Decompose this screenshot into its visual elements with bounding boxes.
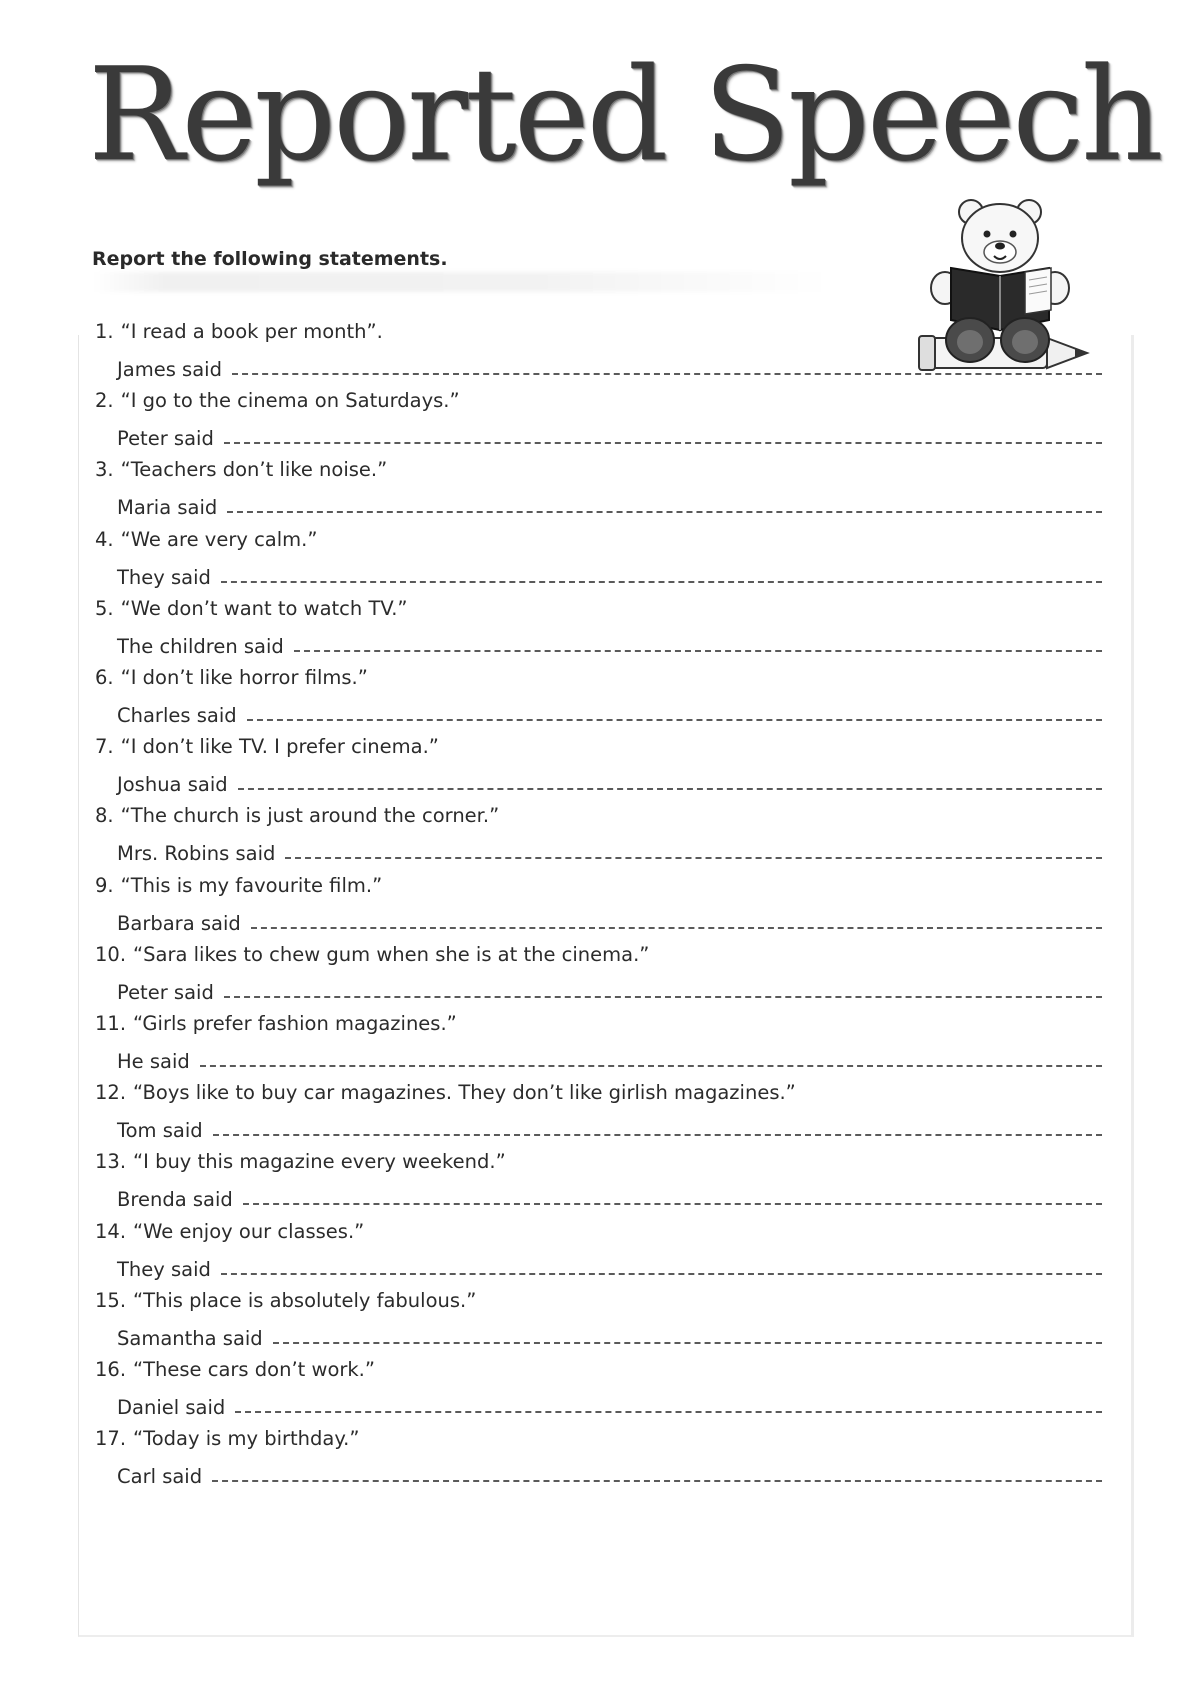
answer-row (117, 634, 1110, 660)
speaker-label: Maria said (117, 496, 218, 520)
quoted-statement (95, 873, 1110, 899)
answer-blank-line[interactable] (212, 1480, 1102, 1482)
speaker-label: Carl said (117, 1465, 203, 1489)
answer-blank-line[interactable] (285, 857, 1102, 859)
item-number: 17. (95, 1427, 127, 1451)
answer-row (117, 1326, 1110, 1352)
speaker-label: The children said (117, 634, 284, 658)
answer-row (117, 495, 1110, 521)
speaker-label: Peter said (117, 427, 214, 451)
item-number: 3. (95, 458, 114, 482)
quoted-statement (95, 527, 1110, 553)
quoted-statement (95, 1426, 1110, 1452)
speaker-label: Joshua said (117, 773, 228, 797)
quoted-statement (95, 319, 1110, 345)
item-number: 12. (95, 1081, 127, 1105)
answer-blank-line[interactable] (227, 511, 1102, 513)
speaker-label: Tom said (117, 1119, 203, 1143)
item-number: 1. (95, 320, 114, 343)
quoted-statement (95, 596, 1110, 622)
item-number: 16. (95, 1358, 127, 1381)
answer-blank-line[interactable] (294, 650, 1102, 652)
item-number: 2. (95, 389, 114, 413)
answer-row (117, 1049, 1110, 1075)
answer-row (117, 911, 1110, 937)
item-number: 6. (95, 666, 114, 689)
exercise-item (95, 665, 1110, 729)
exercise-item (95, 1288, 1110, 1352)
quote-text: “The church is just around the corner.” (120, 804, 500, 828)
answer-row (117, 703, 1110, 729)
item-number: 15. (95, 1288, 127, 1312)
answer-blank-line[interactable] (213, 1134, 1102, 1136)
answer-row (117, 426, 1110, 452)
speaker-label: Barbara said (117, 911, 241, 935)
item-number: 9. (95, 873, 114, 897)
item-number: 8. (95, 804, 114, 828)
exercise-item (95, 1426, 1110, 1490)
exercise-item (95, 1080, 1110, 1144)
answer-blank-line[interactable] (251, 927, 1102, 929)
answer-blank-line[interactable] (247, 719, 1102, 721)
quote-text: “I go to the cinema on Saturdays.” (120, 389, 460, 413)
exercise-item (95, 1011, 1110, 1075)
exercise-item (95, 734, 1110, 798)
exercise-item (95, 388, 1110, 452)
quote-text: “This is my favourite film.” (120, 873, 383, 897)
quote-text: “Teachers don’t like noise.” (120, 458, 388, 482)
quoted-statement (95, 803, 1110, 829)
scan-smudge (92, 272, 832, 292)
item-number: 7. (95, 735, 114, 759)
exercise-item (95, 803, 1110, 867)
quoted-statement (95, 1219, 1110, 1245)
answer-row (117, 1257, 1110, 1283)
exercise-item (95, 942, 1110, 1006)
exercise-item (95, 873, 1110, 937)
quoted-statement (95, 942, 1110, 968)
item-number: 4. (95, 527, 114, 551)
quote-text: “Girls prefer fashion magazines.” (133, 1012, 457, 1035)
quoted-statement (95, 388, 1110, 414)
answer-blank-line[interactable] (235, 1411, 1102, 1413)
speaker-label: They said (117, 1257, 211, 1281)
item-number: 5. (95, 596, 114, 620)
answer-blank-line[interactable] (224, 442, 1102, 444)
speaker-label: Daniel said (117, 1396, 226, 1419)
exercise-item (95, 527, 1110, 591)
speaker-label: He said (117, 1050, 190, 1073)
speaker-label: James said (117, 358, 222, 381)
answer-blank-line[interactable] (224, 996, 1102, 998)
quote-text: “This place is absolutely fabulous.” (133, 1288, 477, 1312)
quoted-statement (95, 1288, 1110, 1314)
exercise-item (95, 1357, 1110, 1421)
answer-row (117, 772, 1110, 798)
quoted-statement (95, 1357, 1110, 1383)
answer-row (117, 1118, 1110, 1144)
speaker-label: They said (117, 565, 211, 589)
quoted-statement (95, 1011, 1110, 1037)
answer-blank-line[interactable] (221, 1273, 1102, 1275)
quoted-statement (95, 1080, 1110, 1106)
quote-text: “We are very calm.” (120, 527, 318, 551)
speaker-label: Brenda said (117, 1188, 233, 1212)
quoted-statement (95, 665, 1110, 691)
quote-text: “We don’t want to watch TV.” (120, 596, 408, 620)
quote-text: “These cars don’t work.” (133, 1358, 375, 1381)
page-title: Reported Speech (88, 41, 1161, 190)
quote-text: “I don’t like horror films.” (120, 666, 368, 689)
answer-row (117, 1464, 1110, 1490)
quote-text: “Today is my birthday.” (133, 1427, 360, 1451)
item-number: 14. (95, 1219, 127, 1243)
answer-blank-line[interactable] (243, 1203, 1102, 1205)
answer-row (117, 1395, 1110, 1421)
answer-blank-line[interactable] (273, 1342, 1102, 1344)
speaker-label: Mrs. Robins said (117, 842, 276, 866)
answer-row (117, 841, 1110, 867)
answer-row (117, 980, 1110, 1006)
exercise-item (95, 596, 1110, 660)
quote-text: “I read a book per month”. (120, 320, 383, 343)
quote-text: “We enjoy our classes.” (133, 1219, 365, 1243)
answer-blank-line[interactable] (200, 1065, 1102, 1067)
quoted-statement (95, 457, 1110, 483)
answer-row (117, 565, 1110, 591)
quote-text: “I don’t like TV. I prefer cinema.” (120, 735, 439, 759)
exercise-item (95, 1219, 1110, 1283)
answer-blank-line[interactable] (238, 788, 1102, 790)
item-number: 10. (95, 942, 127, 966)
answer-row (117, 357, 1110, 383)
speaker-label: Samantha said (117, 1326, 263, 1350)
exercise-item (95, 319, 1110, 383)
quoted-statement (95, 1149, 1110, 1175)
item-number: 13. (95, 1150, 127, 1174)
quote-text: “Sara likes to chew gum when she is at the cinema.” (133, 942, 650, 966)
answer-row (117, 1187, 1110, 1213)
answer-blank-line[interactable] (221, 581, 1102, 583)
quote-text: “I buy this magazine every weekend.” (133, 1150, 506, 1174)
speaker-label: Charles said (117, 704, 237, 727)
item-number: 11. (95, 1012, 127, 1035)
answer-blank-line[interactable] (232, 373, 1102, 375)
quote-text: “Boys like to buy car magazines. They don’t like girlish magazines.” (133, 1081, 796, 1105)
instructions: Report the following statements. (92, 248, 448, 270)
quoted-statement (95, 734, 1110, 760)
exercise-item (95, 457, 1110, 521)
speaker-label: Peter said (117, 980, 214, 1004)
exercise-item (95, 1149, 1110, 1213)
